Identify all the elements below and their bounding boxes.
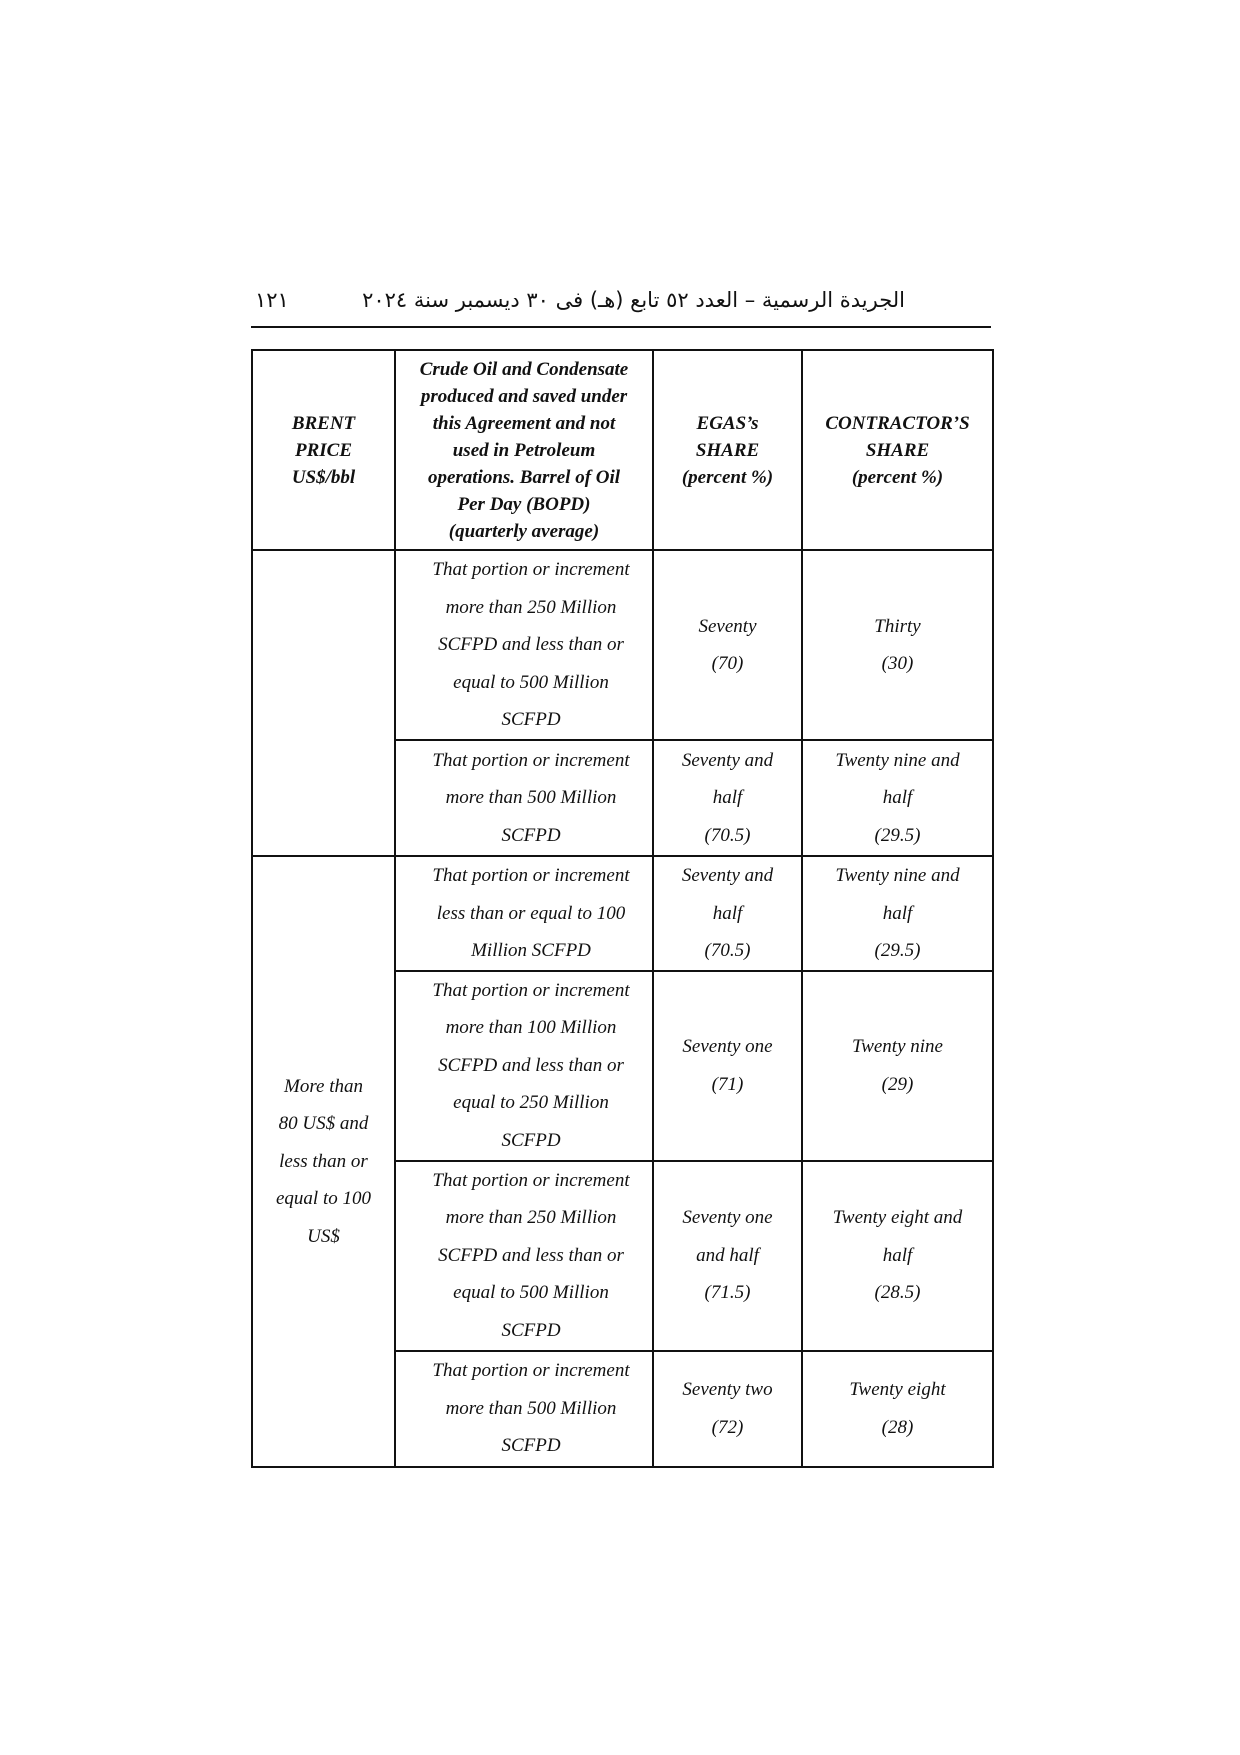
egas-line: Seventy one: [682, 1207, 773, 1229]
header-egas-line: EGAS’s: [696, 412, 759, 434]
egas-line: and half: [696, 1244, 759, 1266]
egas-line: (72): [711, 1416, 744, 1438]
header-brent-line: PRICE: [294, 439, 353, 461]
contractor-line: (29.5): [874, 940, 921, 961]
header-egas-share: [653, 350, 802, 550]
row-description: [395, 1351, 653, 1467]
header-crude-line: Per Day (BOPD): [457, 493, 591, 515]
header-egas-line: SHARE: [695, 439, 760, 461]
header-crude-line: Crude Oil and Condensate: [419, 358, 629, 380]
row-description: [395, 971, 653, 1161]
egas-line: half: [712, 787, 743, 809]
header-egas-line: (percent %): [681, 466, 774, 488]
egas-line: Seventy: [698, 615, 757, 637]
desc-line: more than 250 Million: [445, 1207, 617, 1229]
contractor-line: (29): [881, 1073, 914, 1095]
header-contractor-line: CONTRACTOR’S: [825, 412, 970, 434]
contractor-line: (28.5): [874, 1282, 921, 1304]
contractor-share-value: [802, 1161, 993, 1351]
contractor-share-table: [251, 349, 994, 1468]
desc-line: equal to 250 Million: [453, 1092, 609, 1114]
row-description: [395, 856, 653, 971]
egas-share-value: [653, 1161, 802, 1351]
egas-line: (70): [711, 653, 744, 674]
desc-line: equal to 500 Million: [453, 671, 609, 693]
header-brent-price: [252, 350, 395, 550]
desc-line: That portion or increment: [432, 749, 630, 771]
header-contractor-line: SHARE: [865, 439, 930, 461]
desc-line: That portion or increment: [432, 1169, 630, 1191]
desc-line: SCFPD: [501, 1435, 561, 1457]
desc-line: That portion or increment: [432, 865, 630, 886]
egas-share-value: [653, 740, 802, 856]
price-line: equal to 100: [276, 1188, 371, 1209]
contractor-line: Twenty nine and: [835, 865, 960, 886]
desc-line: Million SCFPD: [471, 940, 591, 961]
desc-line: SCFPD: [501, 1319, 561, 1341]
contractor-line: (29.5): [874, 824, 921, 846]
header-crude-line: (quarterly average): [448, 520, 600, 542]
egas-share-value: [653, 550, 802, 740]
contractor-share-value: [802, 740, 993, 856]
desc-line: equal to 500 Million: [453, 1282, 609, 1304]
header-crude-line: produced and saved under: [420, 385, 628, 407]
desc-line: SCFPD: [501, 709, 561, 731]
header-brent-line: US$/bbl: [291, 466, 356, 488]
egas-share-value: [653, 971, 802, 1161]
header-crude-line: used in Petroleum: [452, 439, 596, 461]
price-line: US$: [307, 1225, 340, 1247]
header-contractor-share: [802, 350, 993, 550]
desc-line: more than 500 Million: [445, 1397, 617, 1419]
egas-share-value: [653, 1351, 802, 1467]
header-crude-line: operations. Barrel of Oil: [427, 466, 621, 488]
price-line: less than or: [279, 1150, 368, 1172]
price-cell-empty: [252, 550, 395, 856]
header-crude-line: this Agreement and not: [432, 412, 616, 434]
egas-line: (71): [711, 1073, 744, 1095]
gazette-title: الجريدة الرسمية – العدد ٥٢ تابع (هـ) فى ٣٠ ديسمبر سنة ٢٠٢٤: [362, 288, 905, 312]
desc-line: SCFPD: [501, 1129, 561, 1151]
contractor-line: (30): [881, 653, 914, 674]
desc-line: That portion or increment: [432, 1360, 630, 1382]
egas-line: Seventy one: [682, 1036, 773, 1057]
page-header: [251, 282, 991, 328]
table-row: [252, 856, 993, 971]
egas-line: (71.5): [704, 1282, 751, 1304]
price-line: More than: [284, 1075, 363, 1097]
contractor-line: half: [882, 902, 913, 924]
table-row: [252, 550, 993, 740]
row-description: [395, 1161, 653, 1351]
contractor-share-value: [802, 1351, 993, 1467]
contractor-line: Thirty: [874, 615, 921, 637]
egas-line: half: [712, 902, 743, 924]
page-number: ١٢١: [255, 288, 289, 312]
desc-line: That portion or increment: [432, 979, 630, 1001]
row-description: [395, 740, 653, 856]
egas-line: Seventy and: [681, 749, 774, 771]
desc-line: SCFPD and less than or: [438, 634, 624, 656]
header-contractor-line: (percent %): [851, 466, 944, 488]
desc-line: more than 250 Million: [445, 596, 617, 618]
table-header-row: [252, 350, 993, 550]
egas-share-value: [653, 856, 802, 971]
desc-line: more than 100 Million: [445, 1017, 617, 1039]
contractor-line: (28): [881, 1416, 914, 1438]
egas-line: Seventy and: [681, 865, 774, 886]
brent-price-range: [252, 856, 395, 1467]
contractor-share-value: [802, 971, 993, 1161]
contractor-line: Twenty nine: [852, 1036, 943, 1057]
price-line: 80 US$ and: [278, 1113, 369, 1134]
egas-line: Seventy two: [682, 1379, 773, 1400]
desc-line: SCFPD and less than or: [438, 1054, 624, 1076]
desc-line: That portion or increment: [432, 559, 630, 581]
header-crude-oil: [395, 350, 653, 550]
contractor-line: Twenty eight: [849, 1379, 946, 1400]
desc-line: SCFPD: [501, 824, 561, 846]
contractor-line: half: [882, 787, 913, 809]
contractor-line: half: [882, 1244, 913, 1266]
contractor-line: Twenty nine and: [835, 749, 960, 771]
row-description: [395, 550, 653, 740]
contractor-line: Twenty eight and: [832, 1207, 963, 1229]
desc-line: more than 500 Million: [445, 787, 617, 809]
header-brent-line: BRENT: [291, 412, 356, 434]
contractor-share-value: [802, 856, 993, 971]
contractor-share-value: [802, 550, 993, 740]
egas-line: (70.5): [704, 824, 751, 846]
desc-line: SCFPD and less than or: [438, 1244, 624, 1266]
egas-line: (70.5): [704, 940, 751, 961]
desc-line: less than or equal to 100: [436, 902, 626, 924]
